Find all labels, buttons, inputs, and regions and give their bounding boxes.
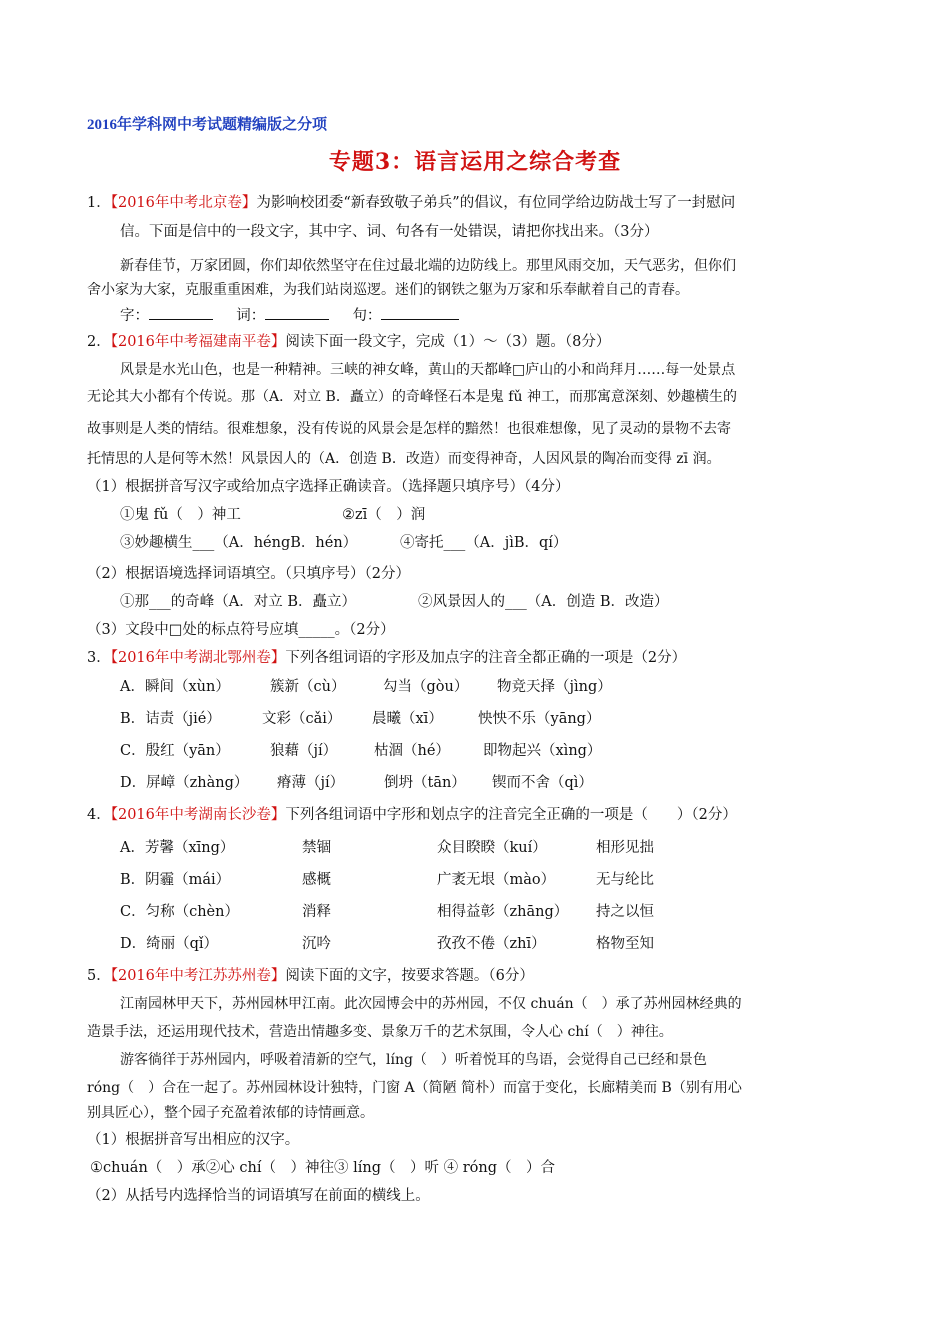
question-2-sub-2: （2）根据语境选择词语填空。（只填序号）（2分）	[87, 566, 410, 582]
question-5-item-1: ①chuán（ ）承②心 chí（ ）神往③ líng（ ）听 ④ róng（ ）合	[90, 1160, 555, 1176]
choice-d-word: 瘠薄（jí）	[277, 775, 345, 791]
question-2-item-1c: ③妙趣横生___（A．héngB．hén）	[120, 535, 358, 551]
question-source: 【2016年中考江苏苏州卷】	[110, 968, 286, 984]
question-2-passage-line: 托情思的人是何等木然！风景因人的（A．创造 B．改造）而变得神奇，人因风景的陶冶而变得 zī 润。	[87, 451, 721, 467]
question-source: 【2016年中考湖北鄂州卷】	[110, 650, 286, 666]
choice-d-word: 格物至知	[596, 936, 654, 952]
question-2-item-2a: ①那___的奇峰（A．对立 B．矗立）	[120, 594, 356, 610]
question-1-answer-blanks: 字： 词： 句：	[120, 304, 459, 326]
question-2-passage-line: 风景是水光山色，也是一种精神。三峡的神女峰，黄山的天都峰□庐山的小和尚拜月……每一处景点	[120, 362, 736, 378]
question-3-stem: 3．【2016年中考湖北鄂州卷】下列各组词语的字形及加点字的注音全都正确的一项是（2分）	[87, 650, 687, 666]
question-1-stem: 1．【2016年中考北京卷】为影响校团委“新春致敬子弟兵”的倡议，有位同学给边防战士写了一封慰问	[87, 195, 736, 211]
choice-b-word: 文彩（cǎi）	[262, 711, 342, 727]
question-2-sub-3: （3）文段中□处的标点符号应填_____。（2分）	[87, 622, 395, 638]
choice-d-word: 倒坍（tān）	[384, 775, 466, 791]
choice-b-word: 感概	[302, 872, 331, 888]
question-5-stem: 5．【2016年中考江苏苏州卷】阅读下面的文字，按要求答题。（6分）	[87, 968, 534, 984]
question-2-stem: 2．【2016年中考福建南平卷】阅读下面一段文字，完成（1）～（3）题。（8分）	[87, 334, 611, 350]
choice-a-word: 簇新（cù）	[270, 679, 346, 695]
question-source: 【2016年中考福建南平卷】	[110, 334, 286, 350]
question-5-passage-line: 江南园林甲天下，苏州园林甲江南。此次园博会中的苏州园，不仅 chuán（ ）承了苏州园林经典的	[120, 996, 742, 1012]
question-1-passage-line: 舍小家为大家，克服重重困难，为我们站岗巡逻。迷们的钢铁之躯为万家和乐奉献着自己的青春。	[87, 282, 689, 298]
question-2-sub-1: （1）根据拼音写汉字或给加点字选择正确读音。（选择题只填序号）（4分）	[87, 479, 570, 495]
question-2-item-2b: ②风景因人的___（A．创造 B．改造）	[418, 594, 669, 610]
choice-a-word: 勾当（gòu）	[383, 679, 469, 695]
choice-d[interactable]: D．屏嶂（zhàng）	[120, 775, 249, 791]
question-5-sub-2: （2）从括号内选择恰当的词语填写在前面的横线上。	[87, 1188, 430, 1204]
question-4-stem: 4．【2016年中考湖南长沙卷】下列各组词语中字形和划点字的注音完全正确的一项是（ ）（2分）	[87, 807, 737, 823]
choice-b[interactable]: B．诘责（jié）	[120, 711, 221, 727]
question-5-passage-line: róng（ ）合在一起了。苏州园林设计独特，门窗 A（简陋 简朴）而富于变化，长廊精美而 B（别有用心	[87, 1080, 742, 1096]
choice-c-word: 枯涸（hé）	[374, 743, 450, 759]
question-source: 【2016年中考湖南长沙卷】	[110, 807, 286, 823]
choice-c-word: 相得益彰（zhāng）	[437, 904, 569, 920]
choice-b-word: 广袤无垠（mào）	[437, 872, 556, 888]
choice-c-word: 狼藉（jí）	[270, 743, 338, 759]
choice-b-word: 怏怏不乐（yāng）	[478, 711, 601, 727]
choice-b[interactable]: B．阴霾（mái）	[120, 872, 231, 888]
question-source: 【2016年中考北京卷】	[110, 195, 257, 211]
choice-c[interactable]: C．匀称（chèn）	[120, 904, 239, 920]
choice-b-word: 晨曦（xī）	[372, 711, 443, 727]
choice-d-word: 孜孜不倦（zhī）	[437, 936, 546, 952]
question-5-passage-line: 造景手法，还运用现代技术，营造出情趣多变、景象万千的艺术氛围，令人心 chí（ ）神往。	[87, 1024, 673, 1040]
choice-a-word: 众目睽睽（kuí）	[437, 840, 547, 856]
question-1-passage-line: 新春佳节，万家团圆，你们却依然坚守在住过最北端的边防线上。那里风雨交加，天气恶劣，但你们	[120, 258, 736, 274]
question-2-passage-line: 故事则是人类的情结。很难想象，没有传说的风景会是怎样的黯然！也很难想像，见了灵动的景物不去寄	[87, 421, 731, 437]
choice-c-word: 消释	[302, 904, 331, 920]
choice-d-word: 沉吟	[302, 936, 331, 952]
choice-a-word: 物竞天择（jìng）	[497, 679, 612, 695]
question-1-stem-cont: 信。下面是信中的一段文字，其中字、词、句各有一处错误，请把你找出来。（3分）	[120, 224, 659, 240]
question-5-sub-1: （1）根据拼音写出相应的汉字。	[87, 1132, 300, 1148]
question-2-item-1b: ②zī（ ）润	[342, 507, 426, 523]
choice-a-word: 相形见拙	[596, 840, 654, 856]
answer-blank[interactable]	[149, 304, 213, 320]
choice-c-word: 持之以恒	[596, 904, 654, 920]
choice-b-word: 无与纶比	[596, 872, 654, 888]
choice-d-word: 锲而不舍（qì）	[492, 775, 593, 791]
question-5-passage-line: 游客徜徉于苏州园内，呼吸着清新的空气，líng（ ）听着悦耳的鸟语，会觉得自己已经和景色	[120, 1052, 707, 1068]
answer-blank[interactable]	[381, 304, 459, 320]
choice-a[interactable]: A．瞬间（xùn）	[120, 679, 230, 695]
choice-c[interactable]: C．殷红（yān）	[120, 743, 230, 759]
question-2-item-1d: ④寄托___（A．jìB．qí）	[400, 535, 568, 551]
choice-a[interactable]: A．芳馨（xīng）	[120, 840, 235, 856]
question-2-item-1a: ①鬼 fǔ（ ）神工	[120, 507, 241, 523]
document-header: 2016年学科网中考试题精编版之分项	[87, 117, 328, 133]
choice-a-word: 禁锢	[302, 840, 331, 856]
choice-d[interactable]: D．绮丽（qǐ）	[120, 936, 219, 952]
question-2-passage-line: 无论其大小都有个传说。那（A．对立 B．矗立）的奇峰怪石本是鬼 fǔ 神工，而那寓意深刻、妙趣横生的	[87, 389, 737, 405]
question-5-passage-line: 别具匠心），整个园子充盈着浓郁的诗情画意。	[87, 1105, 374, 1121]
choice-c-word: 即物起兴（xìng）	[483, 743, 602, 759]
answer-blank[interactable]	[265, 304, 329, 320]
page-title: 专题3：语言运用之综合考查	[328, 149, 622, 175]
